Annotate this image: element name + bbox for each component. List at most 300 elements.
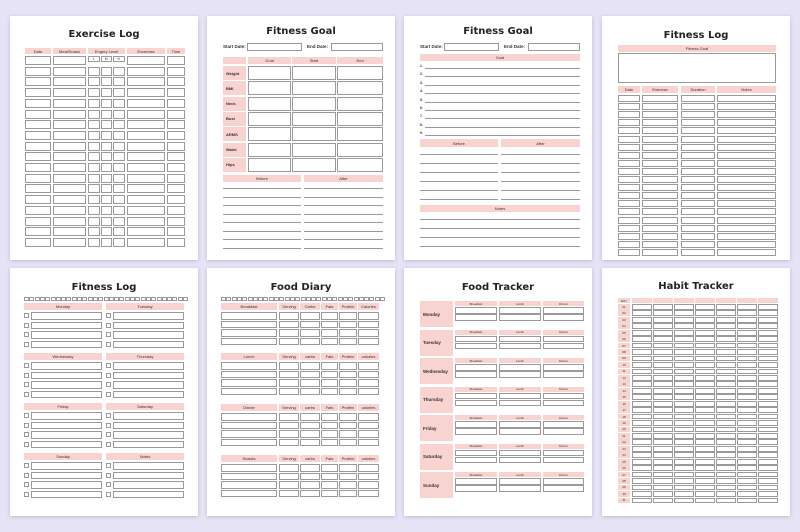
habit-cell[interactable]: [716, 323, 736, 329]
day-checkbox[interactable]: [24, 473, 29, 478]
day-checkbox[interactable]: [106, 332, 111, 337]
food-cell[interactable]: [300, 338, 320, 346]
meal-cell[interactable]: [543, 428, 584, 435]
table-cell[interactable]: [167, 110, 185, 119]
table-cell[interactable]: [53, 142, 86, 151]
habit-cell[interactable]: [653, 401, 673, 407]
before-line[interactable]: [223, 188, 301, 189]
table-cell[interactable]: [53, 99, 86, 108]
habit-cell[interactable]: [716, 362, 736, 368]
food-cell[interactable]: [339, 430, 357, 438]
habit-cell[interactable]: [737, 317, 757, 323]
food-cell[interactable]: [221, 464, 277, 472]
table-cell[interactable]: [53, 131, 86, 140]
date-cell[interactable]: [56, 297, 61, 301]
habit-cell[interactable]: [674, 433, 694, 439]
date-cell[interactable]: [29, 297, 34, 301]
meal-cell[interactable]: [499, 400, 541, 407]
food-cell[interactable]: [221, 481, 277, 489]
table-cell[interactable]: [618, 184, 640, 191]
habit-cell[interactable]: [653, 414, 673, 420]
table-cell[interactable]: [167, 238, 185, 247]
table-cell[interactable]: [717, 200, 776, 207]
habit-cell[interactable]: [695, 491, 715, 497]
habit-cell[interactable]: [653, 362, 673, 368]
habit-cell[interactable]: [737, 310, 757, 316]
date-cell[interactable]: [369, 297, 374, 301]
food-cell[interactable]: [321, 481, 338, 489]
table-cell[interactable]: [642, 241, 678, 248]
habit-cell[interactable]: [632, 427, 652, 433]
table-cell[interactable]: [618, 111, 640, 118]
meal-cell[interactable]: [543, 421, 584, 428]
before-line[interactable]: [223, 214, 301, 215]
meal-cell[interactable]: [455, 343, 497, 350]
start-cell[interactable]: [292, 158, 336, 172]
habit-cell[interactable]: [716, 343, 736, 349]
habit-cell[interactable]: [632, 323, 652, 329]
date-cell[interactable]: [24, 297, 29, 301]
date-cell[interactable]: [279, 297, 284, 301]
after-line[interactable]: [304, 222, 383, 223]
habit-cell[interactable]: [737, 498, 757, 504]
habit-cell[interactable]: [653, 336, 673, 342]
table-cell[interactable]: [167, 67, 185, 76]
day-entry[interactable]: [31, 422, 102, 430]
table-cell[interactable]: [53, 77, 86, 86]
date-cell[interactable]: [274, 297, 279, 301]
table-cell[interactable]: [88, 67, 100, 76]
meal-cell[interactable]: [455, 478, 497, 485]
meal-cell[interactable]: [455, 485, 497, 492]
before-line[interactable]: [223, 205, 301, 206]
habit-cell[interactable]: [653, 356, 673, 362]
habit-cell[interactable]: [674, 498, 694, 504]
date-cell[interactable]: [45, 297, 50, 301]
habit-cell[interactable]: [758, 465, 778, 471]
day-checkbox[interactable]: [106, 432, 111, 437]
food-cell[interactable]: [321, 473, 338, 481]
habit-cell[interactable]: [737, 465, 757, 471]
goal-cell[interactable]: [248, 112, 291, 126]
after-line[interactable]: [304, 214, 383, 215]
food-cell[interactable]: [321, 388, 338, 396]
table-cell[interactable]: [681, 127, 715, 134]
table-cell[interactable]: [88, 99, 100, 108]
table-cell[interactable]: [101, 120, 113, 129]
habit-cell[interactable]: [674, 394, 694, 400]
after-line[interactable]: [304, 205, 383, 206]
table-cell[interactable]: [618, 144, 640, 151]
table-cell[interactable]: [88, 163, 100, 172]
food-cell[interactable]: [300, 413, 320, 421]
date-cell[interactable]: [348, 297, 353, 301]
goal-cell[interactable]: [248, 97, 291, 111]
day-entry[interactable]: [113, 372, 184, 380]
habit-cell[interactable]: [716, 407, 736, 413]
food-cell[interactable]: [279, 379, 299, 387]
day-entry[interactable]: [113, 312, 184, 320]
date-cell[interactable]: [114, 297, 119, 301]
habit-cell[interactable]: [695, 472, 715, 478]
table-cell[interactable]: [127, 163, 165, 172]
meal-cell[interactable]: [455, 314, 497, 321]
table-cell[interactable]: [717, 249, 776, 256]
day-entry[interactable]: [31, 481, 102, 489]
meal-cell[interactable]: [543, 485, 584, 492]
habit-cell[interactable]: [758, 349, 778, 355]
table-cell[interactable]: [717, 160, 776, 167]
day-checkbox[interactable]: [106, 392, 111, 397]
food-cell[interactable]: [300, 321, 320, 329]
date-cell[interactable]: [157, 297, 162, 301]
date-cell[interactable]: [253, 297, 258, 301]
food-cell[interactable]: [300, 490, 320, 498]
after-line[interactable]: [501, 181, 580, 182]
notes-line[interactable]: [420, 228, 580, 229]
goal-cell[interactable]: [248, 127, 291, 141]
table-cell[interactable]: [101, 99, 113, 108]
habit-cell[interactable]: [758, 394, 778, 400]
habit-cell[interactable]: [674, 407, 694, 413]
goal-line[interactable]: [425, 127, 580, 128]
food-cell[interactable]: [321, 430, 338, 438]
date-cell[interactable]: [40, 297, 45, 301]
table-cell[interactable]: [113, 163, 125, 172]
habit-cell[interactable]: [632, 381, 652, 387]
after-line[interactable]: [501, 163, 580, 164]
meal-cell[interactable]: [455, 371, 497, 378]
goal-cell[interactable]: [248, 81, 291, 95]
table-cell[interactable]: [717, 241, 776, 248]
date-cell[interactable]: [327, 297, 332, 301]
table-cell[interactable]: [113, 174, 125, 183]
food-cell[interactable]: [221, 338, 277, 346]
table-cell[interactable]: [167, 120, 185, 129]
habit-cell[interactable]: [674, 446, 694, 452]
food-cell[interactable]: [339, 379, 357, 387]
table-cell[interactable]: [717, 192, 776, 199]
habit-cell[interactable]: [674, 420, 694, 426]
food-cell[interactable]: [300, 362, 320, 370]
meal-cell[interactable]: [543, 393, 584, 400]
date-cell[interactable]: [167, 297, 172, 301]
habit-cell[interactable]: [632, 394, 652, 400]
food-cell[interactable]: [279, 312, 299, 320]
table-cell[interactable]: [618, 136, 640, 143]
habit-cell[interactable]: [737, 485, 757, 491]
habit-cell[interactable]: [695, 485, 715, 491]
date-cell[interactable]: [375, 297, 380, 301]
habit-cell[interactable]: [632, 465, 652, 471]
habit-cell[interactable]: [695, 439, 715, 445]
food-cell[interactable]: [358, 362, 379, 370]
table-cell[interactable]: [642, 200, 678, 207]
habit-cell[interactable]: [695, 452, 715, 458]
day-checkbox[interactable]: [24, 342, 29, 347]
habit-cell[interactable]: [758, 310, 778, 316]
habit-cell[interactable]: [758, 459, 778, 465]
date-cell[interactable]: [109, 297, 114, 301]
table-cell[interactable]: [25, 184, 51, 193]
table-cell[interactable]: [681, 241, 715, 248]
table-cell[interactable]: [618, 119, 640, 126]
day-entry[interactable]: [31, 322, 102, 330]
table-cell[interactable]: [717, 233, 776, 240]
table-cell[interactable]: [717, 208, 776, 215]
table-cell[interactable]: [681, 152, 715, 159]
meal-cell[interactable]: [455, 393, 497, 400]
table-cell[interactable]: [25, 88, 51, 97]
food-cell[interactable]: [221, 490, 277, 498]
food-cell[interactable]: [321, 371, 338, 379]
habit-cell[interactable]: [716, 317, 736, 323]
table-cell[interactable]: [101, 217, 113, 226]
date-cell[interactable]: [242, 297, 247, 301]
food-cell[interactable]: [279, 371, 299, 379]
table-cell[interactable]: [127, 227, 165, 236]
table-cell[interactable]: [25, 120, 51, 129]
food-cell[interactable]: [221, 362, 277, 370]
table-cell[interactable]: [681, 217, 715, 224]
habit-cell[interactable]: [632, 304, 652, 310]
day-checkbox[interactable]: [24, 482, 29, 487]
table-cell[interactable]: [642, 176, 678, 183]
habit-cell[interactable]: [737, 388, 757, 394]
habit-cell[interactable]: [632, 336, 652, 342]
food-cell[interactable]: [358, 379, 379, 387]
habit-cell[interactable]: [716, 420, 736, 426]
table-cell[interactable]: [101, 142, 113, 151]
meal-cell[interactable]: [499, 307, 541, 314]
date-cell[interactable]: [141, 297, 146, 301]
table-cell[interactable]: [127, 152, 165, 161]
table-cell[interactable]: [88, 195, 100, 204]
habit-cell[interactable]: [674, 452, 694, 458]
table-cell[interactable]: [101, 238, 113, 247]
habit-cell[interactable]: [632, 446, 652, 452]
habit-cell[interactable]: [716, 459, 736, 465]
food-cell[interactable]: [221, 379, 277, 387]
table-cell[interactable]: [25, 77, 51, 86]
habit-cell[interactable]: [758, 388, 778, 394]
date-cell[interactable]: [226, 297, 231, 301]
food-cell[interactable]: [300, 422, 320, 430]
table-cell[interactable]: [101, 88, 113, 97]
table-cell[interactable]: [167, 88, 185, 97]
food-cell[interactable]: [221, 413, 277, 421]
table-cell[interactable]: [101, 131, 113, 140]
table-cell[interactable]: [101, 163, 113, 172]
food-cell[interactable]: [279, 464, 299, 472]
table-cell[interactable]: [681, 119, 715, 126]
food-cell[interactable]: [339, 329, 357, 337]
day-entry[interactable]: [113, 431, 184, 439]
meal-cell[interactable]: [499, 364, 541, 371]
table-cell[interactable]: [642, 160, 678, 167]
date-cell[interactable]: [359, 297, 364, 301]
day-entry[interactable]: [113, 381, 184, 389]
day-entry[interactable]: [31, 431, 102, 439]
habit-cell[interactable]: [737, 362, 757, 368]
meal-cell[interactable]: [455, 421, 497, 428]
table-cell[interactable]: [53, 152, 86, 161]
habit-cell[interactable]: [653, 485, 673, 491]
start-cell[interactable]: [292, 97, 336, 111]
habit-cell[interactable]: [758, 336, 778, 342]
date-cell[interactable]: [237, 297, 242, 301]
table-cell[interactable]: [681, 249, 715, 256]
table-cell[interactable]: [642, 249, 678, 256]
habit-cell[interactable]: [653, 491, 673, 497]
end-cell[interactable]: [337, 158, 383, 172]
food-cell[interactable]: [339, 388, 357, 396]
food-cell[interactable]: [300, 379, 320, 387]
table-cell[interactable]: [642, 225, 678, 232]
table-cell[interactable]: [53, 174, 86, 183]
habit-cell[interactable]: [716, 427, 736, 433]
date-cell[interactable]: [301, 297, 306, 301]
table-cell[interactable]: [25, 217, 51, 226]
date-cell[interactable]: [221, 297, 226, 301]
goal-line[interactable]: [425, 93, 580, 94]
day-checkbox[interactable]: [24, 442, 29, 447]
habit-cell[interactable]: [632, 369, 652, 375]
table-cell[interactable]: [681, 176, 715, 183]
food-cell[interactable]: [300, 473, 320, 481]
habit-cell[interactable]: [632, 439, 652, 445]
table-cell[interactable]: [681, 200, 715, 207]
habit-cell[interactable]: [653, 394, 673, 400]
habit-cell[interactable]: [632, 472, 652, 478]
table-cell[interactable]: [167, 163, 185, 172]
food-cell[interactable]: [300, 371, 320, 379]
goal-line[interactable]: [425, 110, 580, 111]
table-cell[interactable]: [113, 67, 125, 76]
date-cell[interactable]: [51, 297, 56, 301]
day-entry[interactable]: [31, 381, 102, 389]
goal-line[interactable]: [425, 118, 580, 119]
notes-line[interactable]: [420, 219, 580, 220]
day-checkbox[interactable]: [106, 473, 111, 478]
day-checkbox[interactable]: [24, 332, 29, 337]
table-cell[interactable]: [717, 119, 776, 126]
food-cell[interactable]: [321, 439, 338, 447]
food-cell[interactable]: [321, 329, 338, 337]
table-cell[interactable]: [127, 67, 165, 76]
habit-cell[interactable]: [695, 420, 715, 426]
table-cell[interactable]: [101, 184, 113, 193]
date-cell[interactable]: [295, 297, 300, 301]
habit-cell[interactable]: [674, 304, 694, 310]
food-cell[interactable]: [279, 321, 299, 329]
meal-cell[interactable]: [455, 336, 497, 343]
habit-cell[interactable]: [653, 375, 673, 381]
habit-cell[interactable]: [695, 330, 715, 336]
table-cell[interactable]: [681, 208, 715, 215]
table-cell[interactable]: [53, 56, 86, 65]
table-cell[interactable]: [642, 152, 678, 159]
habit-cell[interactable]: [653, 304, 673, 310]
habit-cell[interactable]: [674, 369, 694, 375]
table-cell[interactable]: [127, 56, 165, 65]
before-line[interactable]: [223, 197, 301, 198]
table-cell[interactable]: [127, 120, 165, 129]
end-date-field[interactable]: [331, 43, 383, 51]
habit-cell[interactable]: [716, 330, 736, 336]
food-cell[interactable]: [221, 371, 277, 379]
table-cell[interactable]: [681, 184, 715, 191]
habit-cell[interactable]: [695, 414, 715, 420]
habit-cell[interactable]: [758, 401, 778, 407]
fitness-goal-box[interactable]: [618, 53, 776, 83]
table-cell[interactable]: [717, 184, 776, 191]
after-line[interactable]: [501, 190, 580, 191]
date-cell[interactable]: [98, 297, 103, 301]
notes-line[interactable]: [420, 246, 580, 247]
table-cell[interactable]: [113, 99, 125, 108]
date-cell[interactable]: [172, 297, 177, 301]
table-cell[interactable]: [101, 152, 113, 161]
meal-cell[interactable]: [499, 393, 541, 400]
habit-cell[interactable]: [674, 459, 694, 465]
habit-cell[interactable]: [695, 336, 715, 342]
food-cell[interactable]: [339, 413, 357, 421]
habit-cell[interactable]: [737, 369, 757, 375]
habit-cell[interactable]: [758, 414, 778, 420]
day-entry[interactable]: [31, 441, 102, 449]
habit-cell[interactable]: [632, 330, 652, 336]
day-checkbox[interactable]: [106, 342, 111, 347]
date-cell[interactable]: [285, 297, 290, 301]
meal-cell[interactable]: [499, 485, 541, 492]
end-cell[interactable]: [337, 143, 383, 157]
table-cell[interactable]: [113, 238, 125, 247]
habit-cell[interactable]: [716, 304, 736, 310]
habit-cell[interactable]: [716, 381, 736, 387]
habit-cell[interactable]: [758, 498, 778, 504]
habit-cell[interactable]: [632, 498, 652, 504]
table-cell[interactable]: [167, 152, 185, 161]
food-cell[interactable]: [221, 422, 277, 430]
habit-cell[interactable]: [653, 369, 673, 375]
before-line[interactable]: [420, 181, 498, 182]
food-cell[interactable]: [339, 321, 357, 329]
habit-cell[interactable]: [653, 388, 673, 394]
table-cell[interactable]: [642, 192, 678, 199]
table-cell[interactable]: [53, 217, 86, 226]
table-cell[interactable]: [717, 168, 776, 175]
date-cell[interactable]: [178, 297, 183, 301]
start-cell[interactable]: [292, 66, 336, 80]
day-entry[interactable]: [31, 412, 102, 420]
habit-cell[interactable]: [716, 356, 736, 362]
habit-cell[interactable]: [695, 388, 715, 394]
habit-cell[interactable]: [716, 375, 736, 381]
food-cell[interactable]: [339, 490, 357, 498]
habit-cell[interactable]: [737, 439, 757, 445]
food-cell[interactable]: [300, 464, 320, 472]
table-cell[interactable]: [113, 206, 125, 215]
food-cell[interactable]: [221, 430, 277, 438]
table-cell[interactable]: [167, 174, 185, 183]
habit-cell[interactable]: [758, 323, 778, 329]
meal-cell[interactable]: [455, 364, 497, 371]
food-cell[interactable]: [339, 439, 357, 447]
food-cell[interactable]: [279, 481, 299, 489]
food-cell[interactable]: [221, 388, 277, 396]
date-cell[interactable]: [269, 297, 274, 301]
